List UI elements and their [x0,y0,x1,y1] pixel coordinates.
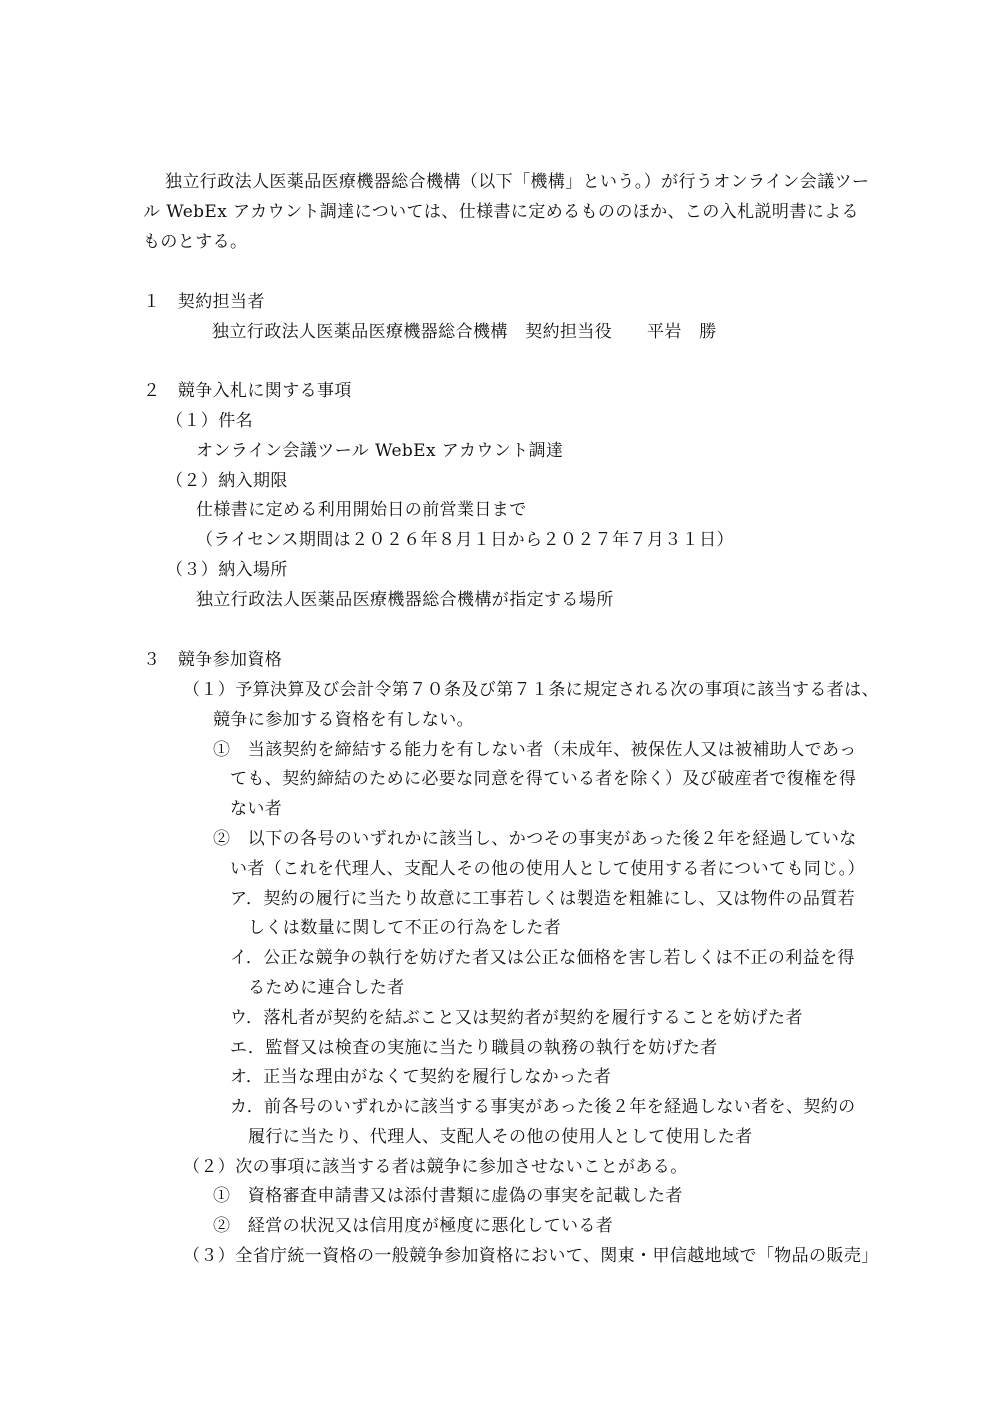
section-3-para-2-clause-2: ② 経営の状況又は信用度が極度に悪化している者 [213,1216,614,1236]
section-3-subitem-e: エ．監督又は検査の実施に当たり職員の執務の執行を妨げた者 [230,1038,718,1058]
section-3-clause-1-line-3: ない者 [230,799,283,819]
section-2-item-3-body: 独立行政法人医薬品医療機器総合機構が指定する場所 [196,590,614,610]
section-3-para-2-clause-1: ① 資格審査申請書又は添付書類に虚偽の事実を記載した者 [213,1186,683,1206]
section-3-para-1-line-2: 競争に参加する資格を有しない。 [213,710,474,730]
section-2-item-1-body: オンライン会議ツール WebEx アカウント調達 [196,441,564,461]
section-3-para-3-line-1: （３）全省庁統一資格の一般競争参加資格において、関東・甲信越地域で「物品の販売」 [183,1246,879,1266]
section-3-subitem-a-line-1: ア．契約の履行に当たり故意に工事若しくは製造を粗雑にし、又は物件の品質若 [230,889,856,909]
section-3-para-2-line-1: （２）次の事項に該当する者は競争に参加させないことがある。 [183,1157,688,1177]
section-3-subitem-ka-line-1: カ．前各号のいずれかに該当する事実があった後２年を経過しない者を、契約の [230,1097,856,1117]
intro-line-3: ものとする。 [143,232,248,252]
section-2-item-2-body-2: （ライセンス期間は２０２６年８月１日から２０２７年７月３１日） [196,530,734,550]
section-3-clause-1-line-1: ① 当該契約を締結する能力を有しない者（未成年、被保佐人又は被補助人であっ [213,740,857,760]
intro-line-2: ル WebEx アカウント調達については、仕様書に定めるもののほか、この入札説明書による [143,202,859,222]
section-2-item-1-label: （１）件名 [166,411,253,431]
section-1-heading: １ 契約担当者 [143,292,265,312]
section-3-clause-2-line-2: い者（これを代理人、支配人その他の使用人として使用する者についても同じ。） [230,859,865,879]
section-3-subitem-i-line-2: るために連合した者 [248,978,405,998]
section-3-subitem-o: オ．正当な理由がなくて契約を履行しなかった者 [230,1067,612,1087]
section-2-item-2-label: （２）納入期限 [166,471,288,491]
section-3-para-1-line-1: （１）予算決算及び会計令第７０条及び第７１条に規定される次の事項に該当する者は、 [183,680,879,700]
section-3-subitem-a-line-2: しくは数量に関して不正の行為をした者 [248,918,562,938]
section-3-subitem-u: ウ．落札者が契約を結ぶこと又は契約者が契約を履行することを妨げた者 [230,1008,803,1028]
section-3-clause-1-line-2: ても、契約締結のために必要な同意を得ている者を除く）及び破産者で復権を得 [230,769,857,789]
section-1-body: 独立行政法人医薬品医療機器総合機構 契約担当役 平岩 勝 [212,322,717,342]
section-2-item-3-label: （３）納入場所 [166,560,288,580]
intro-line-1: 独立行政法人医薬品医療機器総合機構（以下「機構」という。）が行うオンライン会議ツー [165,172,870,192]
section-2-item-2-body-1: 仕様書に定める利用開始日の前営業日まで [196,500,527,520]
section-2-heading: ２ 競争入札に関する事項 [143,381,352,401]
section-3-clause-2-line-1: ② 以下の各号のいずれかに該当し、かつその事実があった後２年を経過していな [213,829,857,849]
section-3-heading: ３ 競争参加資格 [143,650,283,670]
section-3-subitem-i-line-1: イ．公正な競争の執行を妨げた者又は公正な価格を害し若しくは不正の利益を得 [230,948,855,968]
section-3-subitem-ka-line-2: 履行に当たり、代理人、支配人その他の使用人として使用した者 [248,1127,753,1147]
